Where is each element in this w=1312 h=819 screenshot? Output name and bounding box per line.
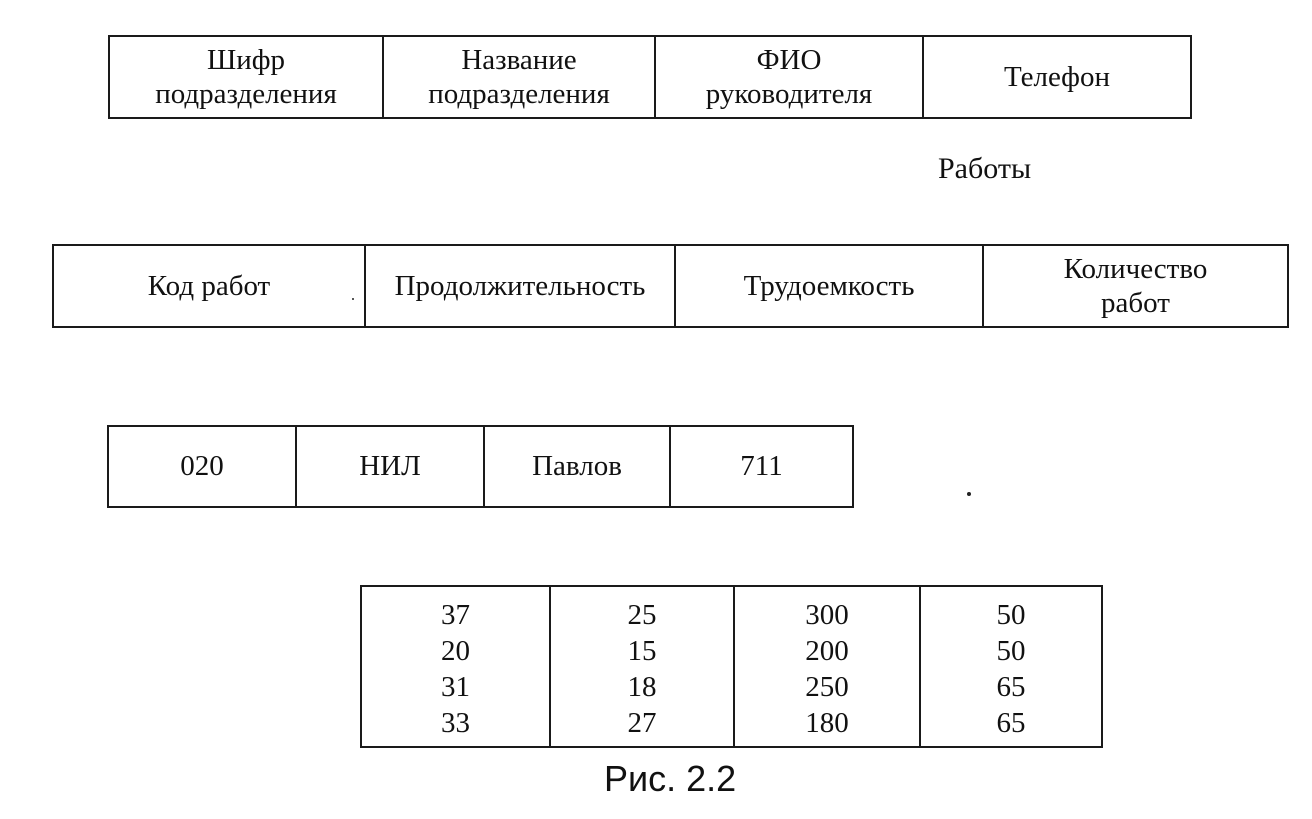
header-text: подразделения (428, 78, 610, 110)
department-record-table (107, 425, 854, 508)
data-cell: 300 (805, 598, 849, 631)
header-text: подразделения (155, 78, 337, 110)
scan-speck (967, 492, 971, 496)
data-cell: 50 (996, 598, 1026, 631)
data-cell: 65 (996, 670, 1026, 703)
header-cell-work-count (984, 246, 1287, 326)
record-cell: 711 (740, 450, 783, 483)
data-column-work-count (921, 587, 1101, 746)
department-header-table (108, 35, 1192, 119)
data-column-labor-intensity (735, 587, 921, 746)
data-cell: 200 (805, 634, 849, 667)
header-text: Шифр (206, 43, 286, 76)
data-cell: 25 (627, 598, 657, 631)
header-cell-labor-intensity (676, 246, 984, 326)
data-cell: 250 (805, 670, 849, 703)
header-text: Продолжительность (394, 269, 646, 302)
header-text: Количество (1063, 252, 1208, 285)
works-caption: Работы (938, 152, 1032, 185)
data-cell: 18 (627, 670, 657, 703)
data-column-duration (551, 587, 735, 746)
data-cell: 31 (441, 670, 470, 703)
header-text: работ (1101, 287, 1170, 319)
header-text: Название (461, 43, 577, 76)
data-cell: 50 (996, 634, 1026, 667)
header-cell-dept-code (110, 37, 384, 117)
works-data-table (360, 585, 1103, 748)
data-cell: 33 (441, 706, 470, 739)
header-text: Код работ (147, 269, 271, 302)
data-cell: 37 (441, 598, 470, 631)
record-cell: Павлов (485, 427, 671, 506)
data-cell: 180 (805, 706, 849, 739)
figure-caption: Рис. 2.2 (604, 758, 737, 799)
data-cell: 65 (996, 706, 1026, 739)
header-text: руководителя (705, 78, 873, 110)
record-cell: НИЛ (297, 427, 485, 506)
data-cell: 27 (627, 706, 657, 739)
header-cell-manager-name (656, 37, 924, 117)
header-text: ФИО (756, 43, 822, 76)
header-cell-duration (366, 246, 676, 326)
data-cell: 20 (441, 634, 470, 667)
header-text: Телефон (1004, 60, 1110, 93)
scan-speck (352, 298, 354, 300)
header-cell-phone (924, 37, 1190, 117)
works-header-table (52, 244, 1289, 328)
data-column-work-code (362, 587, 551, 746)
header-text: Трудоемкость (743, 269, 915, 302)
header-cell-work-code (54, 246, 366, 326)
data-cell: 15 (627, 634, 657, 667)
record-cell: 020 (109, 427, 297, 506)
header-cell-dept-name (384, 37, 656, 117)
